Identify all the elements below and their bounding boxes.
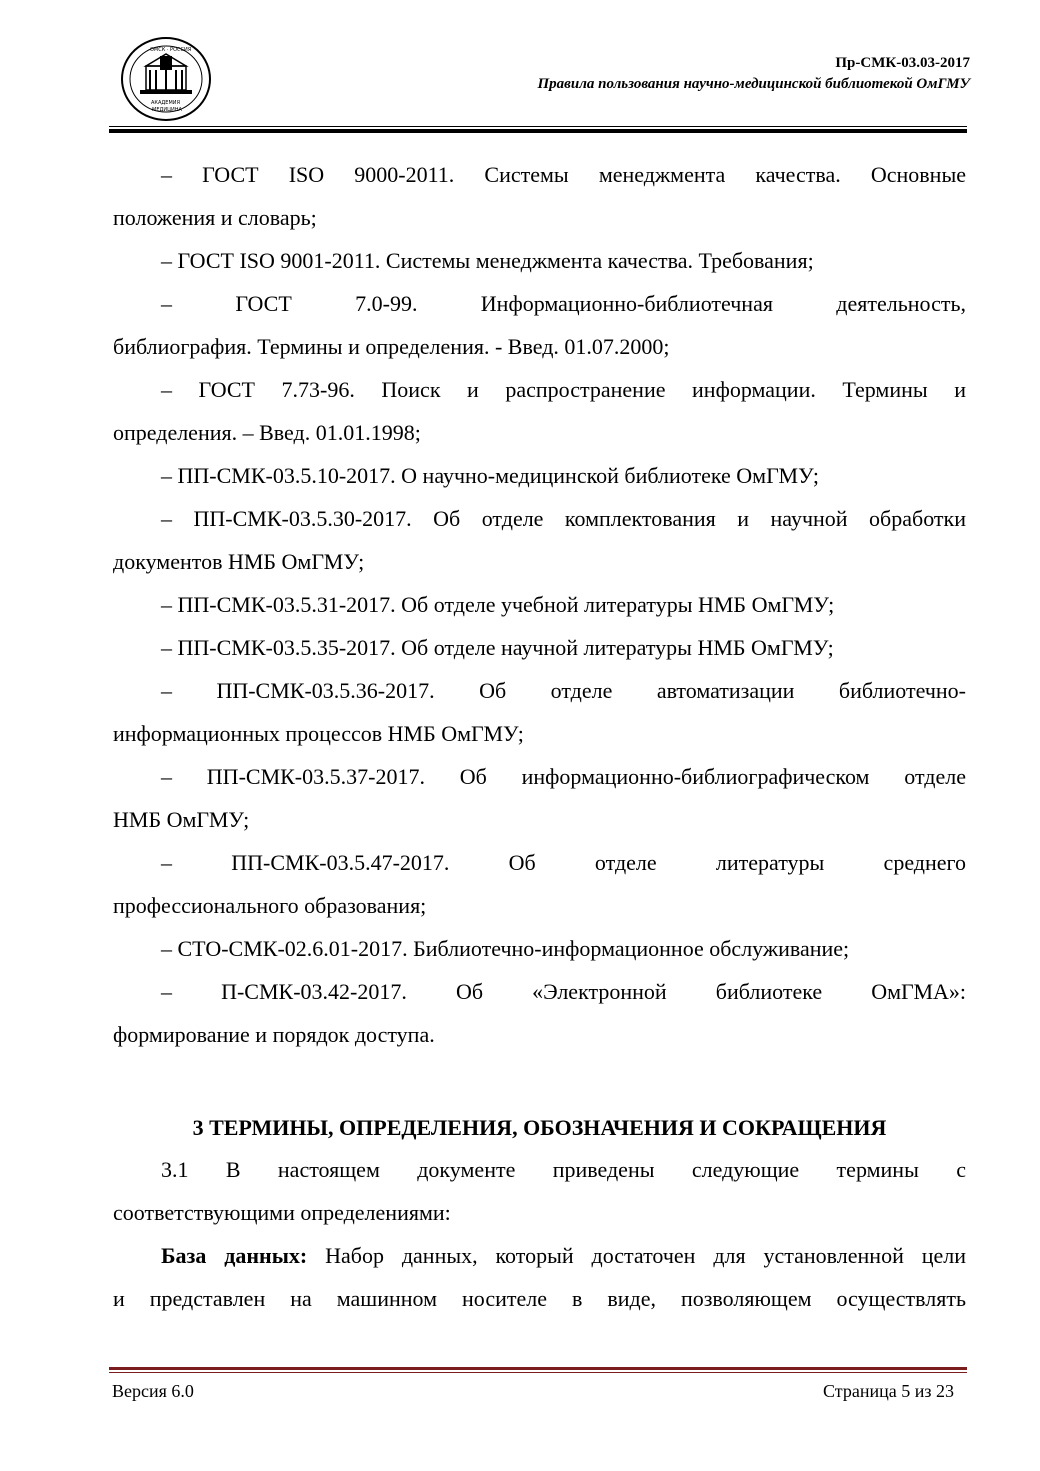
list-item-continuation: документов НМБ ОмГМУ; bbox=[113, 549, 365, 574]
list-item: – ПП-СМК-03.5.31-2017. Об отделе учебной литературы НМБ ОмГМУ; bbox=[161, 592, 835, 617]
footer-divider bbox=[109, 1367, 967, 1373]
list-item: – ПП-СМК-03.5.30-2017. Об отделе комплектования и научной обработки bbox=[161, 506, 966, 531]
reference-list bbox=[113, 153, 966, 1056]
list-item-continuation: НМБ ОмГМУ; bbox=[113, 807, 250, 832]
term-definition-continuation: и представлен на машинном носителе в виде, позволяющем осуществлять bbox=[113, 1286, 966, 1311]
section-body bbox=[113, 1148, 966, 1320]
list-item-continuation: библиография. Термины и определения. - Введ. 01.07.2000; bbox=[113, 334, 670, 359]
list-item-continuation: формирование и порядок доступа. bbox=[113, 1022, 435, 1047]
list-item: – ГОСТ ISO 9000-2011. Системы менеджмента качества. Основные bbox=[161, 162, 966, 187]
list-item-continuation: положения и словарь; bbox=[113, 205, 317, 230]
list-item: – СТО-СМК-02.6.01-2017. Библиотечно-информационное обслуживание; bbox=[161, 936, 850, 961]
section-intro-continuation: соответствующими определениями: bbox=[113, 1200, 451, 1225]
list-item: – ГОСТ 7.0-99. Информационно-библиотечная деятельность, bbox=[161, 291, 966, 316]
svg-text:АКАДЕМИЯ: АКАДЕМИЯ bbox=[151, 100, 180, 106]
list-item: – ПП-СМК-03.5.10-2017. О научно-медицинской библиотеке ОмГМУ; bbox=[161, 463, 819, 488]
term-definition bbox=[113, 1234, 966, 1277]
list-item-continuation: информационных процессов НМБ ОмГМУ; bbox=[113, 721, 524, 746]
term-name: База данных: bbox=[161, 1243, 308, 1268]
term-text: Набор данных, который достаточен для установленной цели bbox=[307, 1243, 966, 1268]
version-label: Версия 6.0 bbox=[112, 1381, 194, 1401]
list-item: – ПП-СМК-03.5.36-2017. Об отделе автоматизации библиотечно- bbox=[161, 678, 966, 703]
list-item-continuation: профессионального образования; bbox=[113, 893, 427, 918]
list-item: – ГОСТ 7.73-96. Поиск и распространение информации. Термины и bbox=[161, 377, 966, 402]
page-number: Страница 5 из 23 bbox=[823, 1381, 954, 1401]
list-item: – ПП-СМК-03.5.37-2017. Об информационно-библиографическом отделе bbox=[161, 764, 966, 789]
header-divider bbox=[109, 126, 967, 133]
section-intro: 3.1 В настоящем документе приведены следующие термины с bbox=[161, 1157, 966, 1182]
document-code: Пр-СМК-03.03-2017 bbox=[835, 55, 970, 71]
list-item: – ПП-СМК-03.5.47-2017. Об отделе литературы среднего bbox=[161, 850, 966, 875]
list-item: – ГОСТ ISO 9001-2011. Системы менеджмента качества. Требования; bbox=[161, 248, 814, 273]
svg-text:ОМСК · РОССИЯ: ОМСК · РОССИЯ bbox=[150, 47, 192, 53]
academy-logo-icon bbox=[120, 36, 212, 122]
svg-text:МЕДИЦИНА: МЕДИЦИНА bbox=[152, 107, 182, 113]
list-item: – ПП-СМК-03.5.35-2017. Об отделе научной литературы НМБ ОмГМУ; bbox=[161, 635, 834, 660]
list-item-continuation: определения. – Введ. 01.01.1998; bbox=[113, 420, 421, 445]
section-heading: 3 ТЕРМИНЫ, ОПРЕДЕЛЕНИЯ, ОБОЗНАЧЕНИЯ И СОКРАЩЕНИЯ bbox=[192, 1115, 887, 1140]
document-title: Правила пользования научно-медицинской библиотекой ОмГМУ bbox=[537, 76, 970, 92]
list-item: – П-СМК-03.42-2017. Об «Электронной библиотеке ОмГМА»: bbox=[161, 979, 966, 1004]
